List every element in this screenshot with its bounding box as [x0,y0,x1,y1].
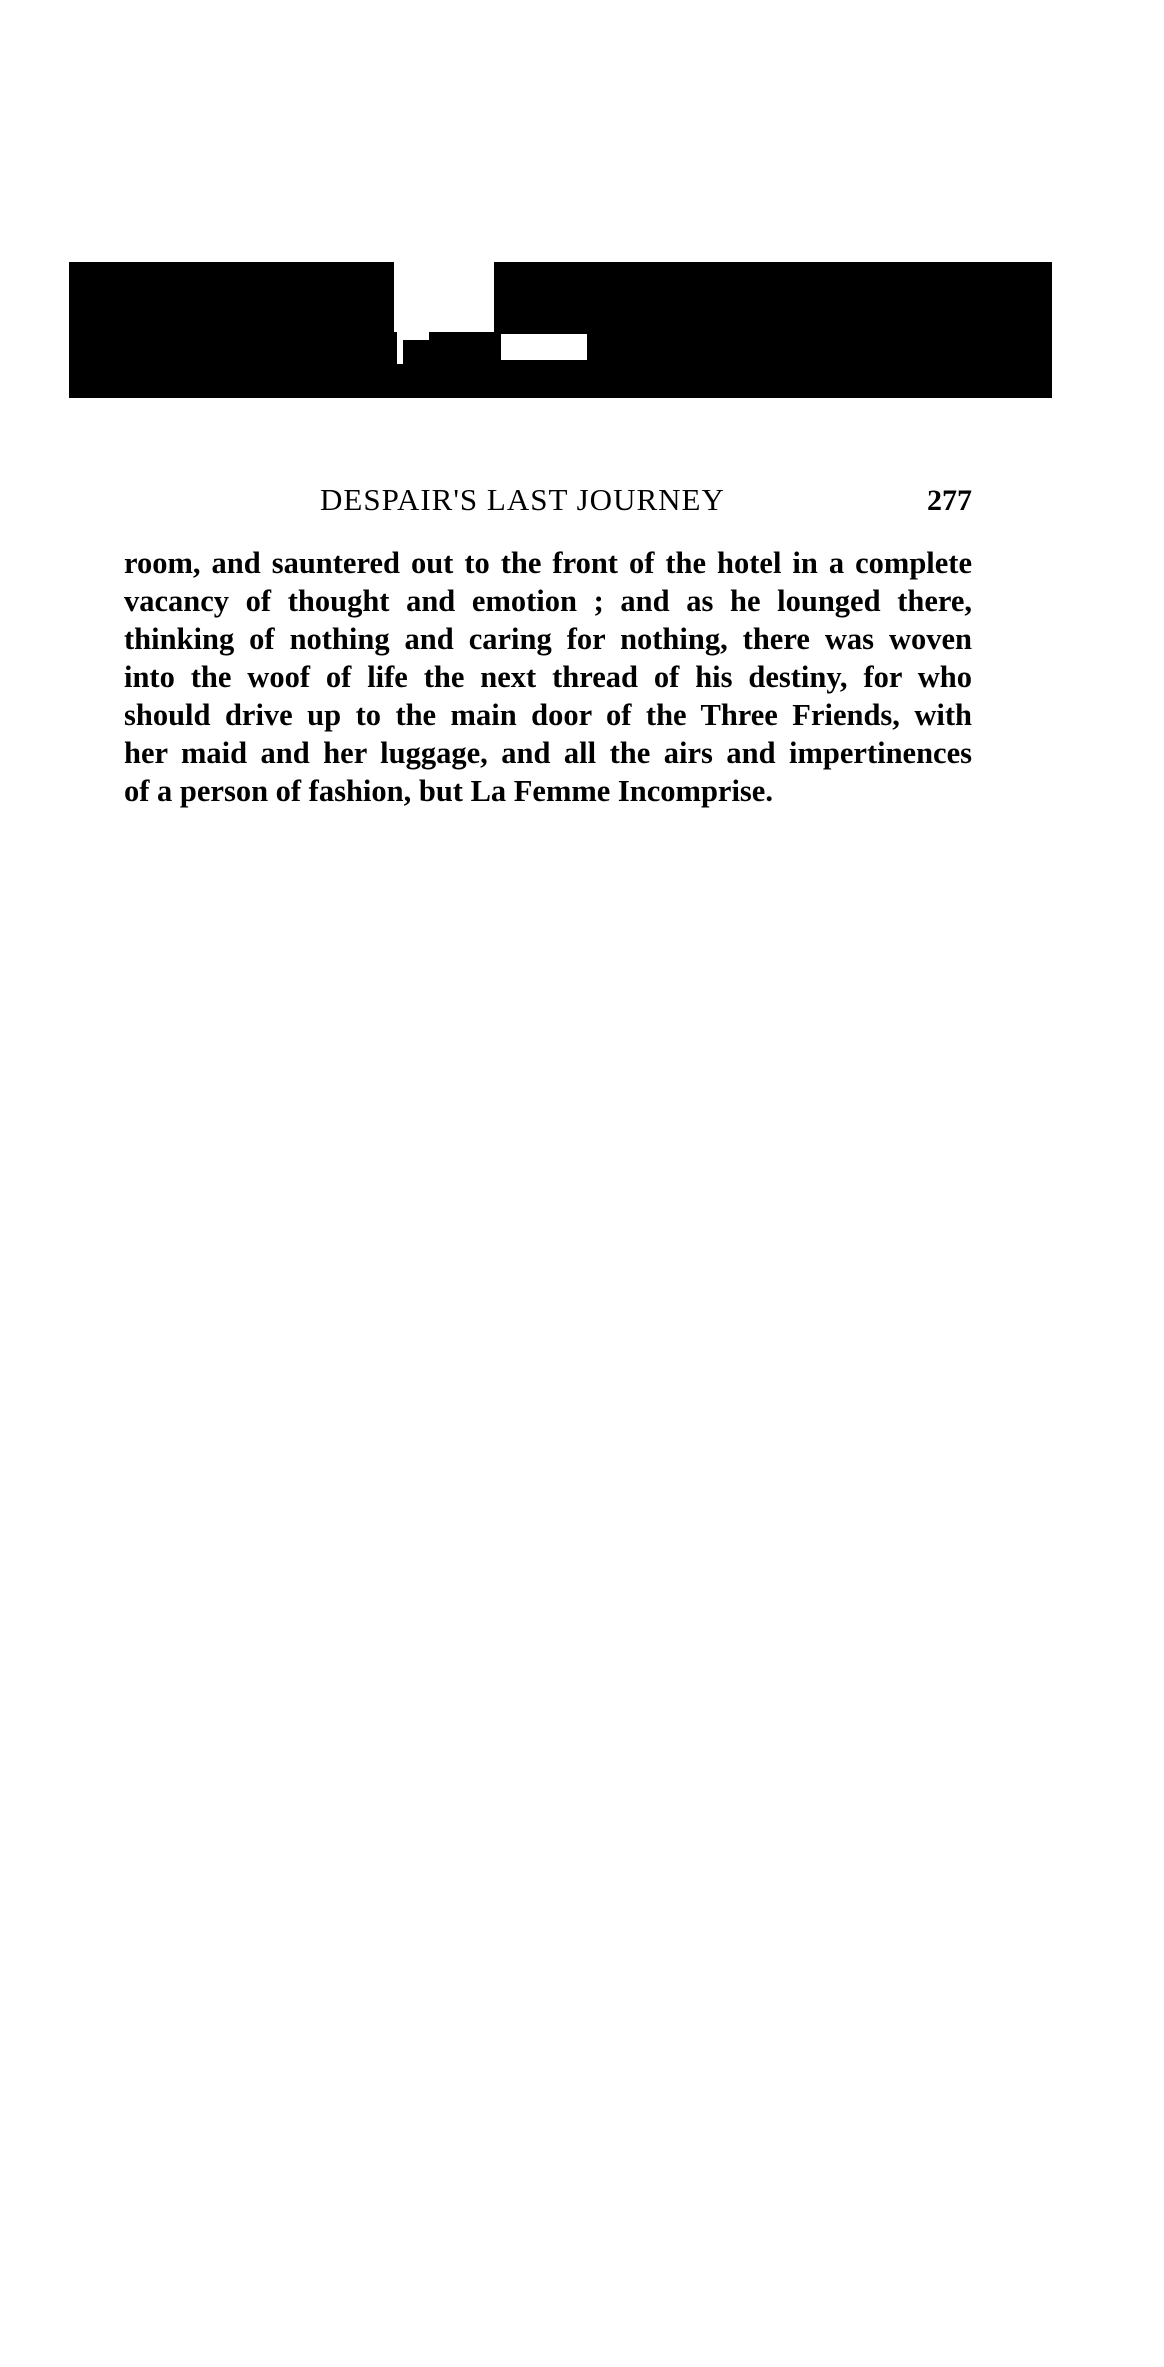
text-line: should drive up to the main door of the Three Friends, with [124,698,972,732]
scan-artifact-notch [501,334,587,360]
text-line: vacancy of thought and emotion ; and as he lounged there, [124,584,972,618]
text-line: of a person of fashion, but La Femme Incomprise. [124,774,773,808]
text-line: her maid and her luggage, and all the airs and impertinences [124,736,972,770]
scan-artifact-notch [394,262,494,332]
scan-artifact-notch [397,340,403,364]
body-paragraph [124,544,972,810]
text-line: room, and sauntered out to the front of the hotel in a complete [124,546,972,580]
running-title: DESPAIR'S LAST JOURNEY [320,482,725,517]
running-head [124,482,972,522]
scan-artifact-notch [397,332,429,340]
scan-artifact-bar [69,262,1052,398]
page-number: 277 [927,484,972,517]
text-line: into the woof of life the next thread of his destiny, for who [124,660,972,694]
text-line: thinking of nothing and caring for nothing, there was woven [124,622,972,656]
